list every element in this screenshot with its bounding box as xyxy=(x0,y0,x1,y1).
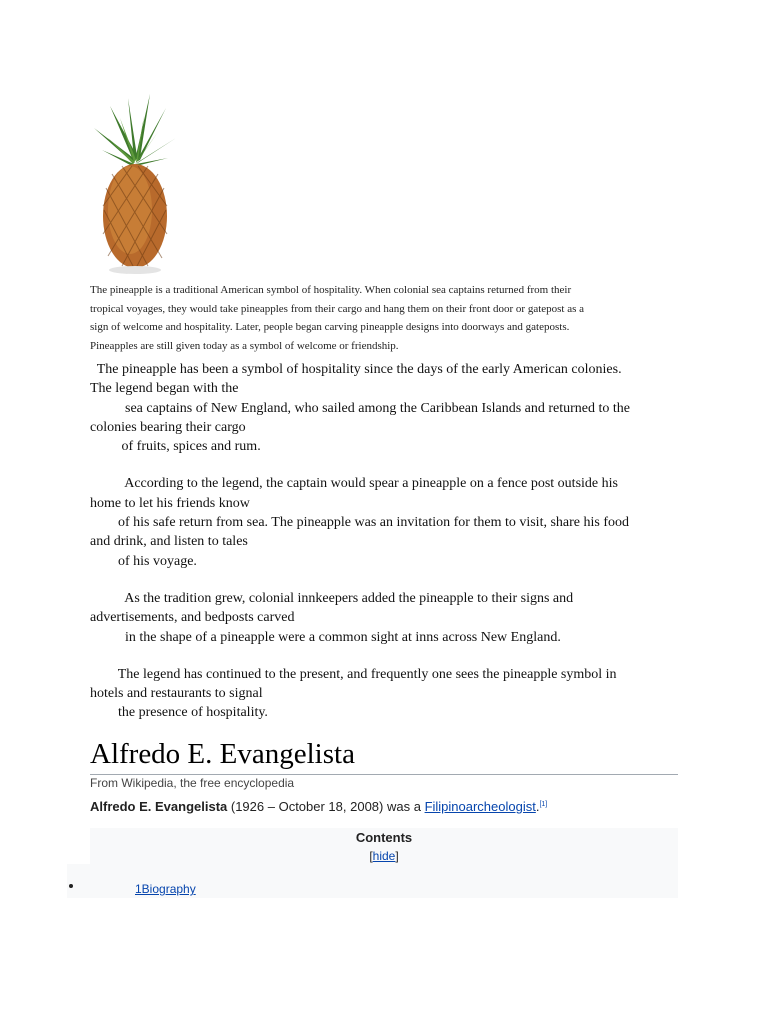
image-caption xyxy=(90,281,670,355)
story-line: the presence of hospitality. xyxy=(90,705,268,721)
story-line: The legend began with the xyxy=(90,381,239,397)
toc-title: Contents xyxy=(355,830,413,845)
story-line: sea captains of New England, who sailed among the Caribbean Islands and returned to the xyxy=(90,400,631,416)
story-line: of fruits, spices and rum. xyxy=(90,439,261,455)
story-line: home to let his friends know xyxy=(90,495,250,511)
story-line: of his voyage. xyxy=(90,553,197,569)
pineapple-image xyxy=(88,88,180,278)
toc-bracket-close: ] xyxy=(395,849,399,863)
story-line: advertisements, and bedposts carved xyxy=(90,610,295,626)
article-tagline: From Wikipedia, the free encyclopedia xyxy=(90,776,295,790)
story-line: According to the legend, the captain would spear a pineapple on a fence post outside his xyxy=(90,476,618,492)
pineapple-story xyxy=(90,360,676,741)
toc-item-biography[interactable]: 1Biography xyxy=(135,882,196,896)
toc-toggle xyxy=(90,849,678,863)
caption-line: Pineapples are still given today as a symbol of welcome or friendship. xyxy=(90,339,399,352)
story-line: The legend has continued to the present, and frequently one sees the pineapple symbol in xyxy=(90,666,617,682)
story-paragraph xyxy=(90,589,676,647)
caption-line: sign of welcome and hospitality. Later, people began carving pineapple designs into doorways and gateposts. xyxy=(90,321,570,333)
toc-hide-link[interactable]: hide xyxy=(372,849,396,863)
story-line: hotels and restaurants to signal xyxy=(90,686,263,702)
caption-line: The pineapple is a traditional American symbol of hospitality. When colonial sea captains returned from their xyxy=(90,284,572,296)
bullet-icon xyxy=(69,884,73,888)
story-line: and drink, and listen to tales xyxy=(90,534,248,550)
toc-bracket-open: [ xyxy=(369,849,373,863)
story-line: As the tradition grew, colonial innkeepers added the pineapple to their signs and xyxy=(90,590,574,606)
lead-end: . xyxy=(535,799,540,814)
story-paragraph xyxy=(90,665,676,723)
lead-paragraph xyxy=(90,799,547,814)
toc-list xyxy=(67,864,678,898)
story-line: The pineapple has been a symbol of hospitality since the days of the early American colonies. xyxy=(90,362,622,377)
reference-link[interactable]: [1] xyxy=(539,801,548,808)
story-line: colonies bearing their cargo xyxy=(90,419,246,435)
lead-text: (1926 – October 18, 2008) was a xyxy=(227,799,425,814)
story-line: in the shape of a pineapple were a common sight at inns across New England. xyxy=(90,629,561,645)
lead-name: Alfredo E. Evangelista xyxy=(90,799,228,814)
caption-line: tropical voyages, they would take pineapples from their cargo and hang them on their front door or gatepost as a xyxy=(90,302,585,315)
story-line: of his safe return from sea. The pineapple was an invitation for them to visit, share his food xyxy=(90,515,629,531)
story-paragraph xyxy=(90,360,676,456)
article-title: Alfredo E. Evangelista xyxy=(90,737,678,775)
table-of-contents xyxy=(90,828,678,868)
filipino-archeologist-link[interactable]: Filipinoarcheologist xyxy=(424,799,536,814)
story-paragraph xyxy=(90,474,676,570)
